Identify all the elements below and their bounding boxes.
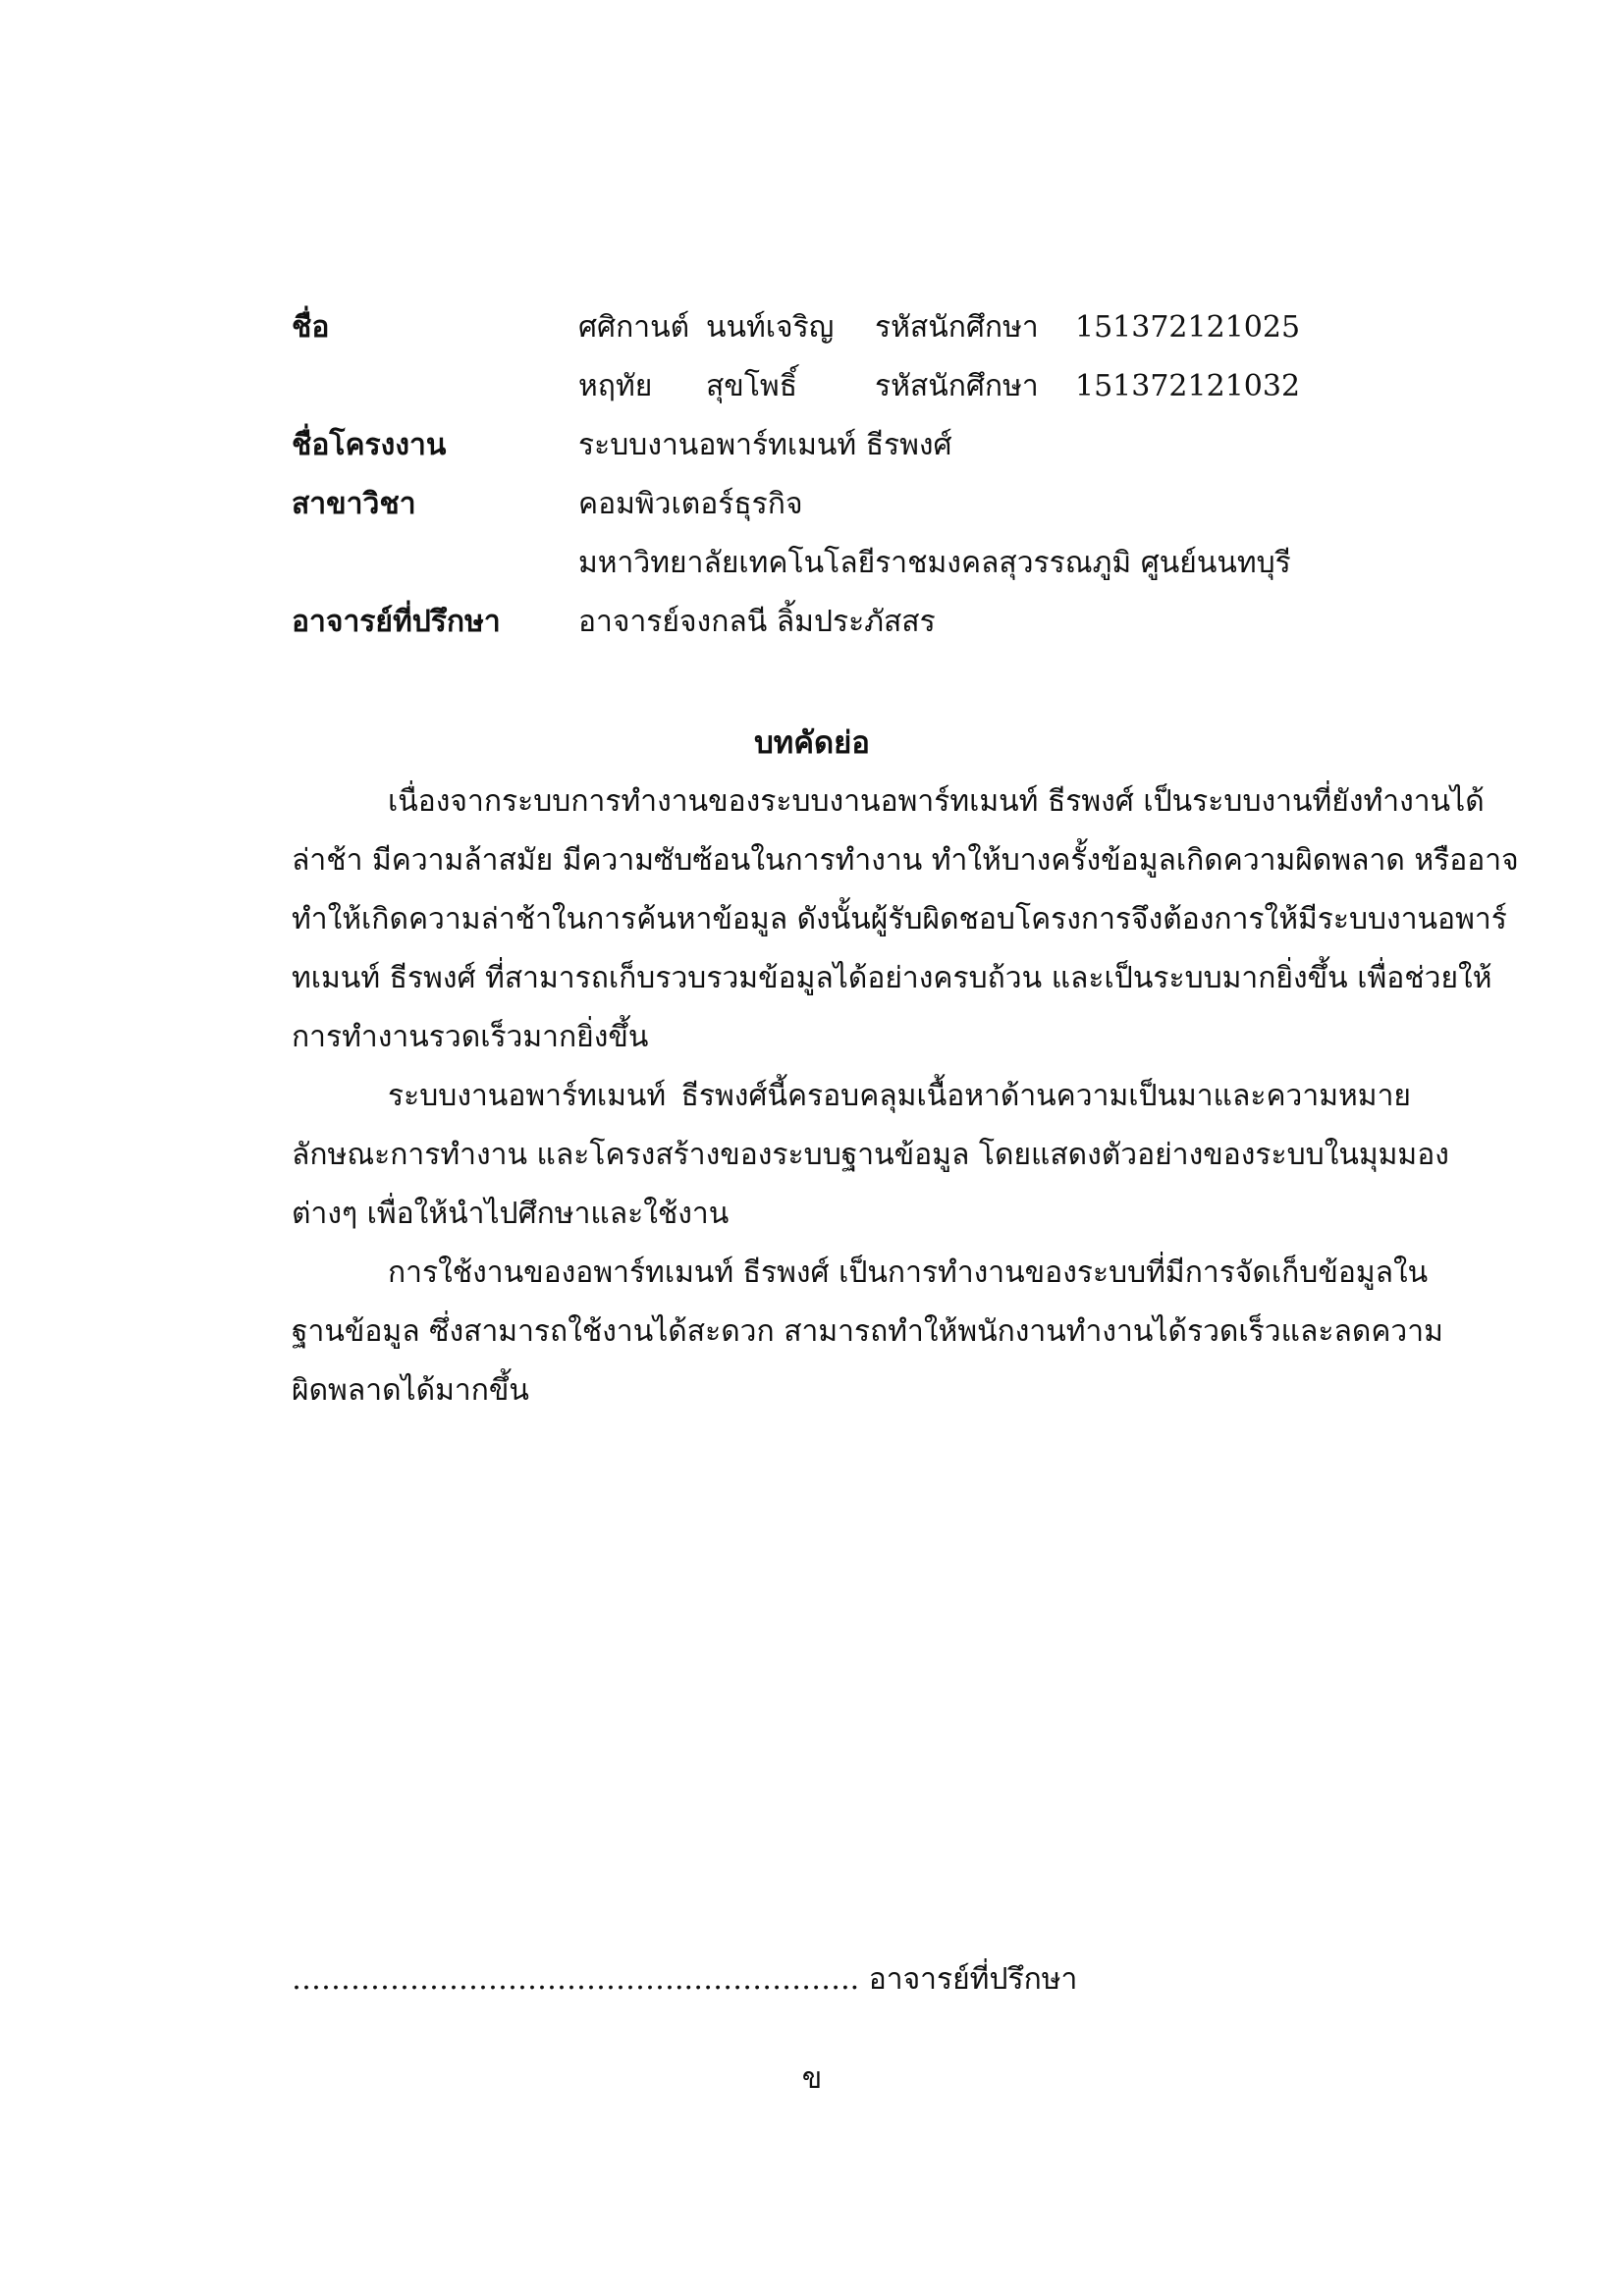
student-row-2	[292, 365, 1421, 408]
paragraph-line: ทเมนท์ ธีรพงศ์ ที่สามารถเก็บรวบรวมข้อมูลได้อย่างครบถ้วน และเป็นระบบมากยิ่งขึ้น เพื่อช่วยให้	[292, 961, 1492, 995]
advisor-row	[292, 601, 1421, 644]
paragraph-line: การทำงานรวดเร็วมากยิ่งขึ้น	[292, 1020, 649, 1054]
university-value: มหาวิทยาลัยเทคโนโลยีราชมงคลสุวรรณภูมิ ศูนย์นนทบุรี	[578, 546, 1291, 580]
advisor-label: อาจารย์ที่ปรึกษา	[292, 605, 501, 639]
student-1-id-label: รหัสนักศึกษา	[875, 310, 1039, 345]
major-row	[292, 483, 1421, 526]
student-2-first-name: หฤทัย	[578, 369, 653, 403]
paragraph-line: เนื่องจากระบบการทำงานของระบบงานอพาร์ทเมนท์ ธีรพงศ์ เป็นระบบงานที่ยังทำงานได้	[388, 784, 1485, 819]
student-2-last-name: สุขโพธิ์	[706, 369, 798, 403]
student-1-first-name: ศศิกานต์	[578, 310, 690, 345]
paragraph-line: การใช้งานของอพาร์ทเมนท์ ธีรพงศ์ เป็นการทำงานของระบบที่มีการจัดเก็บข้อมูลใน	[388, 1255, 1429, 1290]
major-label: สาขาวิชา	[292, 487, 416, 521]
paragraph-line: ลักษณะการทำงาน และโครงสร้างของระบบฐานข้อมูล โดยแสดงตัวอย่างของระบบในมุมมอง	[292, 1138, 1449, 1172]
signature-label: อาจารย์ที่ปรึกษา	[868, 1962, 1078, 1997]
student-row-1	[292, 306, 1421, 349]
page-number: ข	[801, 2061, 823, 2096]
paragraph-line: ฐานข้อมูล ซึ่งสามารถใช้งานได้สะดวก สามารถทำให้พนักงานทำงานได้รวดเร็วและลดความ	[292, 1314, 1443, 1349]
signature-dots: …………………………………..……………..	[292, 1962, 860, 1997]
student-1-last-name: นนท์เจริญ	[706, 310, 835, 345]
student-2-id: 151372121032	[1075, 369, 1301, 403]
name-label: ชื่อ	[292, 310, 330, 345]
advisor-value: อาจารย์จงกลนี ลิ้มประภัสสร	[578, 605, 936, 639]
paragraph-line: ผิดพลาดได้มากขึ้น	[292, 1373, 529, 1408]
student-2-id-label: รหัสนักศึกษา	[875, 369, 1039, 403]
paragraph-line: ระบบงานอพาร์ทเมนท์ ธีรพงศ์นี้ครอบคลุมเนื้อหาด้านความเป็นมาและความหมาย	[388, 1079, 1411, 1113]
project-label: ชื่อโครงงาน	[292, 428, 447, 462]
project-value: ระบบงานอพาร์ทเมนท์ ธีรพงศ์	[578, 428, 952, 462]
paragraph-line: ทำให้เกิดความล่าช้าในการค้นหาข้อมูล ดังนั้นผู้รับผิดชอบโครงการจึงต้องการให้มีระบบงานอพาร์	[292, 902, 1507, 936]
university-row	[292, 542, 1421, 585]
major-value: คอมพิวเตอร์ธุรกิจ	[578, 487, 803, 521]
project-row	[292, 424, 1421, 467]
paragraph-line: ต่างๆ เพื่อให้นำไปศึกษาและใช้งาน	[292, 1197, 730, 1231]
paragraph-line: ล่าช้า มีความล้าสมัย มีความซับซ้อนในการทำงาน ทำให้บางครั้งข้อมูลเกิดความผิดพลาด หรืออาจ	[292, 843, 1519, 878]
abstract-title: บทคัดย่อ	[754, 725, 870, 761]
student-1-id: 151372121025	[1075, 310, 1301, 345]
advisor-signature-line	[292, 1958, 1077, 2002]
